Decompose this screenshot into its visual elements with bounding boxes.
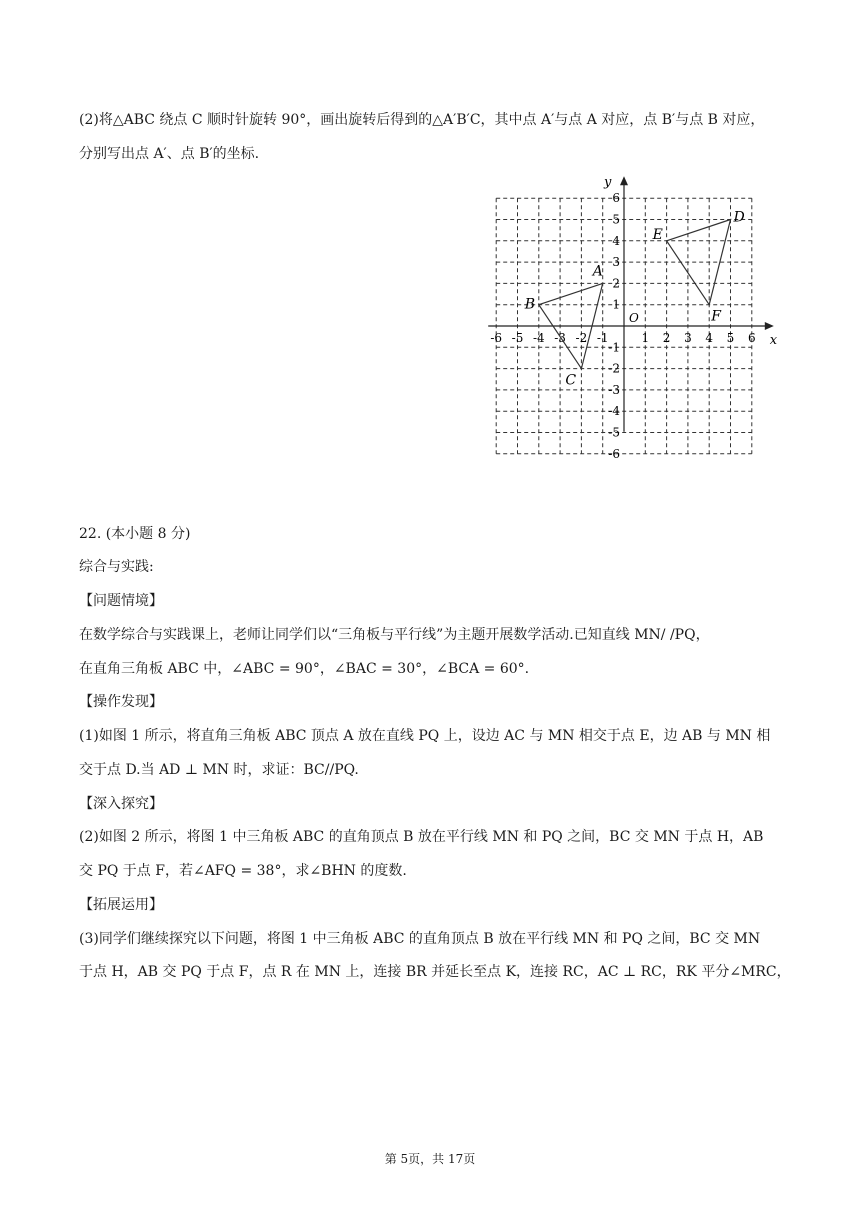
point-label-a: A	[592, 263, 603, 280]
part1-line1: (1)如图 1 所示，将直角三角板 ABC 顶点 A 放在直线 PQ 上，设边 AC 与 MN 相交于点 E，边 AB 与 MN 相	[79, 728, 771, 744]
y-tick-label: -4	[608, 404, 620, 419]
point-label-d: D	[733, 209, 745, 226]
section-title-extended-application: 【拓展运用】	[79, 897, 163, 913]
part1-line2: 交于点 D.当 AD ⊥ MN 时，求证：BC//PQ.	[79, 762, 359, 778]
q22-intro: 综合与实践:	[79, 559, 154, 575]
section-title-problem-context: 【问题情境】	[79, 593, 163, 609]
problem-context-line2: 在直角三角板 ABC 中，∠ABC = 90°，∠BAC = 30°，∠BCA = 60°.	[79, 661, 530, 677]
x-tick-label: 2	[662, 331, 671, 345]
y-tick-label: -2	[608, 361, 620, 376]
x-tick-label: 3	[684, 331, 692, 345]
y-tick-label: -3	[608, 382, 620, 397]
q21-part2-line2: 分别写出点 A′、点 B′的坐标.	[79, 146, 260, 162]
y-tick-label: -1	[608, 340, 620, 355]
point-label-b: B	[524, 296, 536, 313]
x-tick-label: -5	[511, 331, 524, 345]
part3-line1: (3)同学们继续探究以下问题，将图 1 中三角板 ABC 的直角顶点 B 放在平行线 MN 和 PQ 之间，BC 交 MN	[79, 931, 761, 947]
x-tick-label: -4	[532, 331, 545, 345]
x-tick-label: 4	[705, 331, 714, 345]
x-tick-label: 1	[641, 331, 650, 345]
section-title-operation-discovery: 【操作发现】	[79, 694, 163, 710]
point-label-f: F	[711, 308, 721, 325]
y-tick-label: 2	[612, 276, 620, 291]
x-axis-arrow	[765, 322, 774, 330]
point-label-c: C	[565, 372, 577, 389]
y-tick-label: -5	[608, 425, 620, 440]
point-label-e: E	[652, 226, 663, 243]
y-tick-label: 4	[612, 233, 620, 248]
y-axis-arrow	[620, 176, 628, 185]
x-tick-label: -3	[554, 331, 566, 345]
origin-label: O	[629, 311, 639, 325]
y-tick-label: 3	[612, 255, 620, 270]
x-tick-label: 5	[726, 331, 735, 345]
y-tick-label: 6	[612, 191, 620, 206]
problem-context-line1: 在数学综合与实践课上，老师让同学们以“三角板与平行线”为主题开展数学活动.已知直线 MN/ /PQ，	[79, 627, 710, 643]
x-tick-label: -2	[575, 331, 588, 345]
y-tick-label: -6	[608, 446, 620, 461]
y-tick-label: 5	[612, 212, 620, 227]
part3-line2: 于点 H，AB 交 PQ 于点 F，点 R 在 MN 上，连接 BR 并延长至点 K，连接 RC，AC ⊥ RC，RK 平分∠MRC，	[79, 964, 791, 980]
x-tick-label: -1	[596, 331, 609, 345]
part2-line1: (2)如图 2 所示，将图 1 中三角板 ABC 的直角顶点 B 放在平行线 MN 和 PQ 之间，BC 交 MN 于点 H，AB	[79, 829, 764, 845]
page-footer: 第 5页，共 17页	[384, 1152, 476, 1166]
q22-header: 22. (本小题 8 分)	[79, 526, 191, 542]
y-axis-label: y	[604, 175, 612, 191]
x-tick-label: 6	[747, 331, 756, 345]
y-tick-label: 1	[612, 297, 620, 312]
x-axis-label: x	[769, 333, 778, 348]
section-title-deep-exploration: 【深入探究】	[79, 796, 163, 812]
q21-part2-line1: (2)将△ABC 绕点 C 顺时针旋转 90°，画出旋转后得到的△A′B′C，其中点 A′与点 A 对应，点 B′与点 B 对应，	[79, 112, 765, 128]
coordinate-grid-figure	[480, 172, 790, 484]
x-tick-label: -6	[490, 331, 503, 345]
part2-line2: 交 PQ 于点 F，若∠AFQ = 38°，求∠BHN 的度数.	[79, 863, 407, 879]
